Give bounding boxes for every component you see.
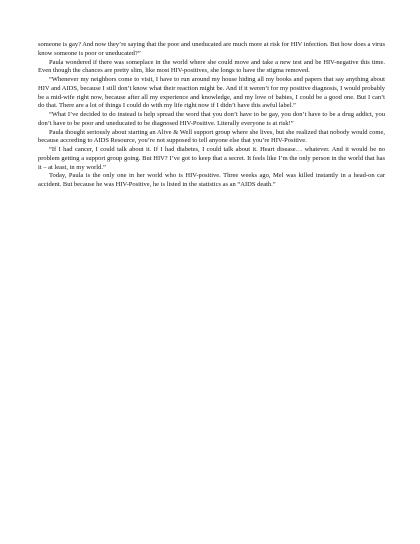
paragraph: Paula thought seriously about starting an Alive & Well support group where she lives, but she realized that nobody would come, because according to AIDS Resource, you’re not supposed to tell anyone else that you’re HIV-Positive.	[38, 128, 385, 145]
body-text	[38, 41, 385, 190]
paragraph: “What I’ve decided to do instead is help spread the word that you don’t have to be gay, you don’t have to be a drug addict, you don’t have to be poor and uneducated to be diagnosed HIV-Positive. Literally everyone is at risk!”	[38, 111, 385, 127]
paragraph: someone is gay? And now they’re saying that the poor and uneducated are much more at risk for HIV infection. But how does a virus know someone is poor or uneducated?”	[38, 41, 385, 57]
paragraph: “If I had cancer, I could talk about it. If I had diabetes, I could talk about it. Heart disease… whatever. And it would be no problem getting a support group going. But HIV? I’ve got to keep that a secret. It feels like I’m the only person in the world that has it – at least, in my world.”	[38, 146, 385, 171]
paragraph: Paula wondered if there was someplace in the world where she could move and take a new test and be HIV-negative this time. Even though the chances are pretty slim, like most HIV-positives, she longs to have the stigma removed.	[38, 58, 385, 75]
paragraph: “Whenever my neighbors come to visit, I have to run around my house hiding all my books and papers that say anything about HIV and AIDS, because I still don’t know what their reaction might be. And if it weren’t for my positive diagnosis, I would probably be a mid-wife right now, because after all my experience and knowledge, and my love of babies, I could be a good one. But I can’t do that. There are a lot of things I could do with my life right now if I didn’t have this awful label.”	[38, 76, 385, 110]
paragraph: Today, Paula is the only one in her world who is HIV-positive. Three weeks ago, Mel was killed instantly in a head-on car accident. But because he was HIV-Positive, he is listed in the statistics as an “AIDS death.”	[38, 172, 385, 188]
